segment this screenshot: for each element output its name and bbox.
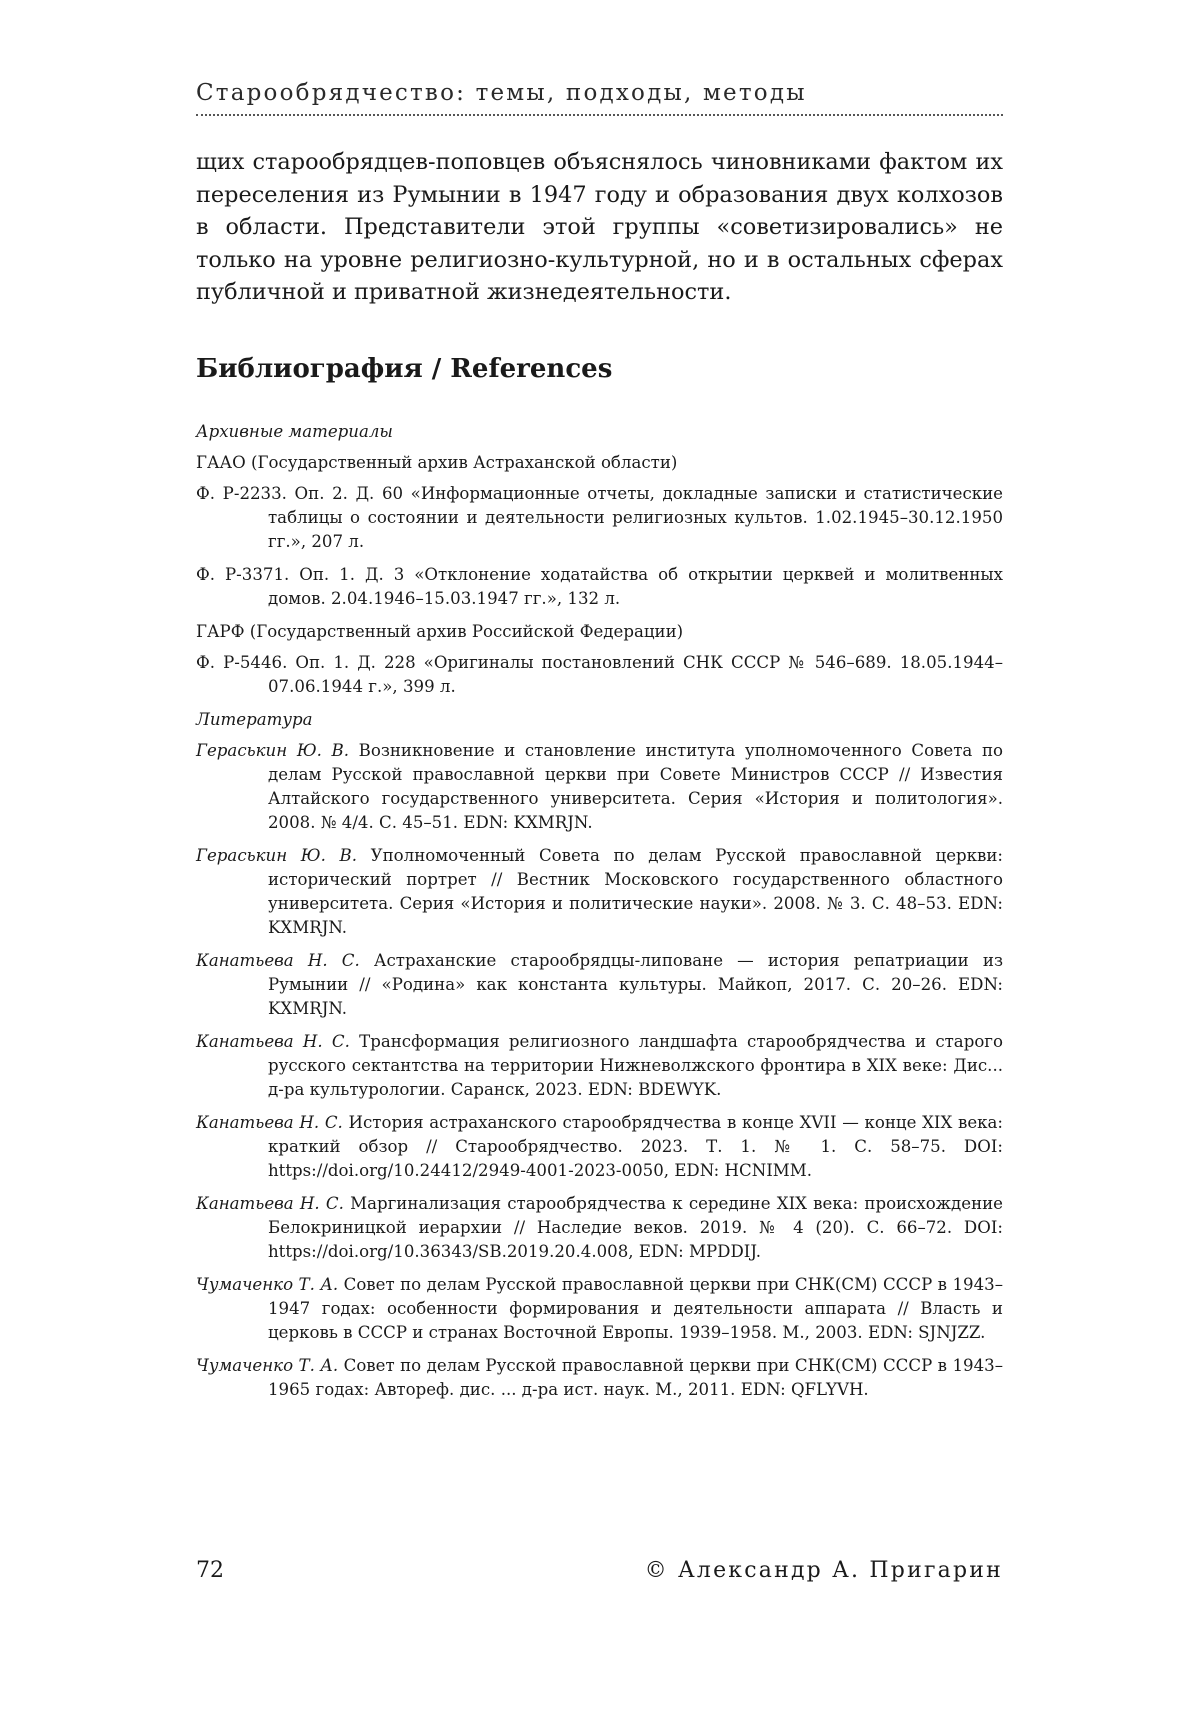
reference-author: Канатьева Н. С. — [196, 951, 360, 970]
archive-garf: ГАРФ (Государственный архив Российской Федерации) — [196, 622, 684, 641]
page-number: 72 — [196, 1558, 224, 1583]
author-credit: © Александр А. Пригарин — [644, 1558, 1003, 1583]
archive-entry: Ф. Р-2233. Оп. 2. Д. 60 «Информационные отчеты, докладные записки и статистические таблицы о состоянии и деятельности религиозных культов. 1.02.1945–30.12.1950 гг.», 207 л. — [196, 484, 1003, 551]
reference-entry — [196, 1030, 1003, 1102]
reference-entry — [196, 1273, 1003, 1345]
bibliography — [196, 420, 1003, 1411]
reference-entry — [196, 739, 1003, 835]
running-head: Старообрядчество: темы, подходы, методы — [196, 80, 807, 106]
reference-text: Возникновение и становление института уполномоченного Совета по делам Русской православной церкви при Совете Министров СССР // Известия Алтайского государственного университета. Серия «История и политология». 2008. № 4/4. С. 45–51. EDN: KXMRJN. — [268, 741, 1003, 832]
header-dotted-rule — [196, 114, 1003, 116]
reference-text: Уполномоченный Совета по делам Русской православной церкви: исторический портрет // Вестник Московского государственного областного университета. Серия «История и политические науки». 2008. № 3. С. 48–53. EDN: KXMRJN. — [268, 846, 1003, 937]
reference-entry — [196, 1192, 1003, 1264]
archive-entry: Ф. Р-3371. Оп. 1. Д. 3 «Отклонение ходатайства об открытии церквей и молитвенных домов. 2.04.1946–15.03.1947 гг.», 132 л. — [196, 565, 1003, 608]
reference-text: Трансформация религиозного ландшафта старообрядчества и старого русского сектантства на территории Нижневолжского фронтира в XIX веке: Дис... д-ра культурологии. Саранск, 2023. EDN: BDEWYK. — [268, 1032, 1003, 1099]
reference-entry — [196, 1354, 1003, 1402]
reference-author: Канатьева Н. С. — [196, 1032, 350, 1051]
reference-text: История астраханского старообрядчества в конце XVII — конце XIX века: краткий обзор // Старообрядчество. 2023. Т. 1. № 1. С. 58–75. DOI: https://doi.org/10.24412/2949-4001-2023-0050, EDN: HCNIMM. — [268, 1113, 1004, 1180]
reference-author: Чумаченко Т. А. — [196, 1275, 339, 1294]
reference-entry — [196, 844, 1003, 940]
reference-text: Астраханские старообрядцы-липоване — история репатриации из Румынии // «Родина» как константа культуры. Майкоп, 2017. С. 20–26. EDN: KXMRJN. — [268, 951, 1003, 1018]
archival-heading: Архивные материалы — [196, 422, 393, 441]
reference-text: Совет по делам Русской православной церкви при СНК(СМ) СССР в 1943–1947 годах: особенности формирования и деятельности аппарата // Власть и церковь в СССР и странах Восточной Европы. 1939–1958. М., 2003. EDN: SJNJZZ. — [268, 1275, 1004, 1342]
body-paragraph: щих старообрядцев-поповцев объяснялось чиновниками фактом их переселения из Румынии в 1947 году и образования двух колхозов в области. Представители этой группы «советизировались» не только на уровне религиозно-культурной, но и в остальных сферах публичной и приватной жизнедеятельности. — [196, 149, 1003, 306]
reference-author: Канатьева Н. С. — [196, 1113, 343, 1132]
section-title: Библиография / References — [196, 354, 613, 384]
reference-entry — [196, 949, 1003, 1021]
reference-author: Чумаченко Т. А. — [196, 1356, 339, 1375]
body-text — [196, 146, 1003, 309]
reference-author: Гераськин Ю. В. — [196, 846, 357, 865]
archive-gaao: ГААО (Государственный архив Астраханской области) — [196, 453, 678, 472]
reference-author: Гераськин Ю. В. — [196, 741, 349, 760]
reference-text: Совет по делам Русской православной церкви при СНК(СМ) СССР в 1943–1965 годах: Автореф. дис. ... д-ра ист. наук. М., 2011. EDN: QFLYVH. — [268, 1356, 1004, 1399]
reference-entry — [196, 1111, 1003, 1183]
reference-author: Канатьева Н. С. — [196, 1194, 344, 1213]
page-footer — [196, 1558, 1003, 1583]
archive-entry: Ф. Р-5446. Оп. 1. Д. 228 «Оригиналы постановлений СНК СССР № 546–689. 18.05.1944–07.06.1944 г.», 399 л. — [196, 653, 1003, 696]
literature-heading: Литература — [196, 710, 313, 729]
reference-text: Маргинализация старообрядчества к середине XIX века: происхождение Белокриницкой иерархии // Наследие веков. 2019. № 4 (20). С. 66–72. DOI: https://doi.org/10.36343/SB.2019.20.4.008, EDN: MPDDIJ. — [268, 1194, 1004, 1261]
